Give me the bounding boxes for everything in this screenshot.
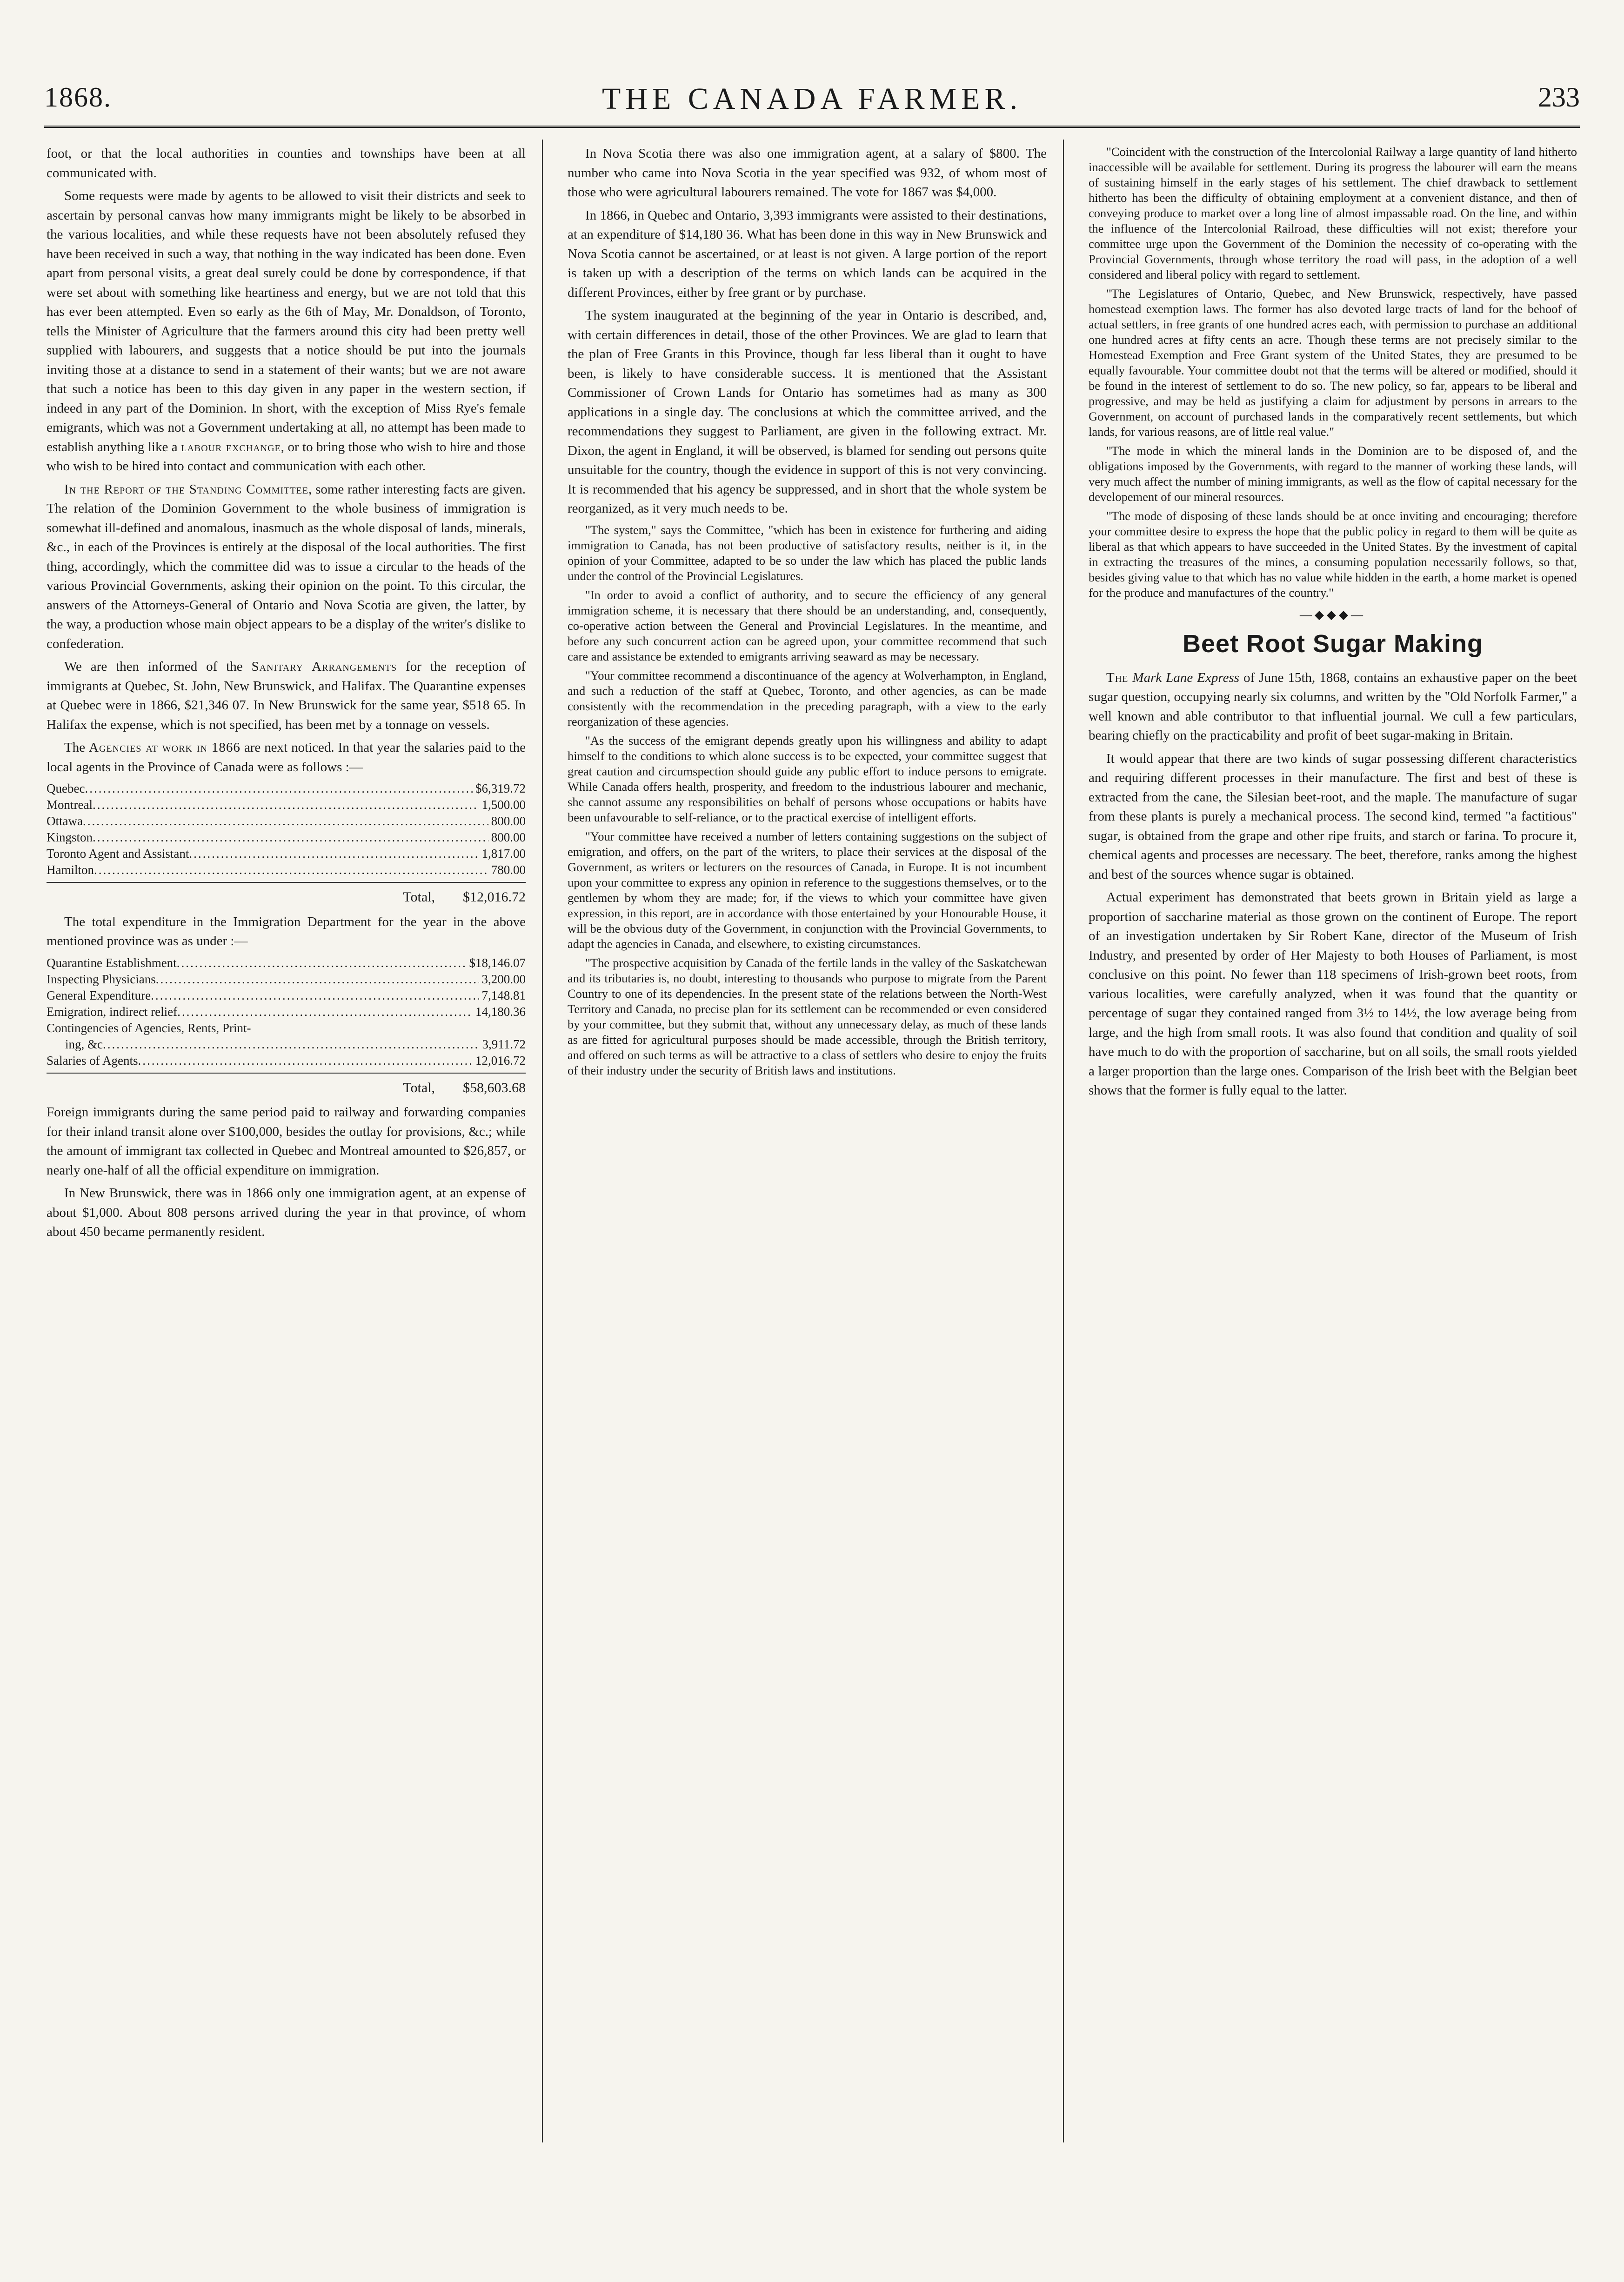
quote-paragraph: "Your committee recommend a discontinuance of the agency at Wolverhampton, in England, and such a reduction of the staff at Quebec, Toronto, and other agencies, as can be made consistently with the recommendation in the preceding paragraph, with a view to the early reorganization of these agencies.	[568, 668, 1047, 728]
quote-paragraph: "The mode of disposing of these lands should be at once inviting and encouraging; therefore your committee desire to express the hope that the public policy in regard to them will be quite as liberal as that which appears to have succeeded in the United States. By the investment of capital in extracting the treasures of the mines, a consuming population necessarily follows, so that, besides giving value to that which has no value while hidden in the earth, a home market is opened for the produce and manufactures of the country."	[1089, 509, 1577, 600]
quote-paragraph: "The mode in which the mineral lands in the Dominion are to be disposed of, and the obligations imposed by the Governments, with regard to the manner of working these lands, will very much affect the number of mining immigrants, as well as the flow of capital necessary for the developement of our mineral resources.	[1089, 444, 1577, 504]
table-row: Kingston ..... 800.00	[47, 829, 526, 846]
paragraph: Foreign immigrants during the same period paid to railway and forwarding companies for their inland transit alone over $100,000, besides the outlay for provisions, &c.; while the amount of immigrant tax collected in Quebec and Montreal amounted to $26,857, or nearly one-half of all the official expenditure on immigration.	[47, 1105, 526, 1178]
paragraph: The system inaugurated at the beginning of the year in Ontario is described, and, with certain differences in detail, those of the other Provinces. We are glad to learn that the plan of Free Grants in this Province, though far less liberal than it ought to have been, is likely to have considerable success. It is mentioned that the Assistant Commissioner of Crown Lands for Ontario has sometimes had as many as 300 applications in a single day. The conclusions at which the committee arrived, and the recommendations they suggest to Parliament, are given in the following extract. Mr. Dixon, the agent in England, it will be observed, is blamed for sending out persons quite unsuitable for the country, though the evidence in support of this is not very convincing. It is recommended that his agency be suppressed, and in short that the whole system be reorganized, as it very much needs to be.	[568, 308, 1047, 516]
paragraph: In New Brunswick, there was in 1866 only one immigration agent, at an expense of about $1,000. About 808 persons arrived during the year in that province, of whom about 450 became permanently resident.	[47, 1186, 526, 1239]
quote-paragraph: "In order to avoid a conflict of authority, and to secure the efficiency of any general immigration scheme, it is necessary that there should be an understanding, and, consequently, co-operative action between the General and Provincial Legislatures. In the meantime, and before any such concurrent action can be agreed upon, your committee recommend that such care and assistance be extended to emigrants arriving seaward as may be necessary.	[568, 587, 1047, 663]
salaries-table	[47, 781, 526, 878]
paragraph: In Nova Scotia there was also one immigration agent, at a salary of $800. The number who came into Nova Scotia in the year specified was 932, of whom most of those who were agricultural labourers remained. The vote for 1867 was $4,000.	[568, 146, 1047, 200]
column-divider	[542, 140, 543, 2142]
column-divider	[1063, 140, 1064, 2142]
table-row: Toronto Agent and Assistant ..... 1,817.00	[47, 846, 526, 862]
quote-paragraph: "The Legislatures of Ontario, Quebec, and New Brunswick, respectively, have passed homestead exemption laws. The former has also devoted large tracts of land for the behoof of actual settlers, in free grants of one hundred acres each, with permission to purchase an additional one hundred acres at fifty cents an acre. Though these terms are not precisely similar to the Homestead Exemption and Free Grant system of the United States, they are presumed to be equally favourable. Your committee doubt not that the terms will be altered or modified, should it be found in the interest of settlement to do so. The new policy, so far, appears to be liberal and progressive, and may be held as justifying a claim for adjustment by persons in arrears to the Government, on account of purchased lands in the comparatively recent settlements, but which lands, for various reasons, are of little real value."	[1089, 287, 1577, 439]
expenditure-total: Total, $58,603.68	[47, 1073, 526, 1098]
paragraph: We are then informed of the Sanitary Arrangements for the reception of immigrants at Quebec, St. John, New Brunswick, and Halifax. The Quarantine expenses at Quebec were in 1866, $21,346 07. In New Brunswick for the same year, $518 65. In Halifax the expense, which is not specified, has been met by a tonnage on vessels.	[47, 659, 526, 732]
quote-paragraph: "The prospective acquisition by Canada of the fertile lands in the valley of the Saskatchewan and its tributaries is, no doubt, interesting to thousands who purpose to migrate from the Parent Country to one of its dependencies. In the present state of the relations between the North-West Territory and Canada, no precise plan for its settlement can be recommended or even considered by your committee, but they submit that, without any unnecessary delay, as much of these lands as are fitted for agricultural purposes should be made accessible, through the British territory, and offered on such terms as will be attractive to a class of settlers who desire to enjoy the fruits of their industry under the security of British laws and institutions.	[568, 955, 1047, 1077]
paragraph: The total expenditure in the Immigration Department for the year in the above mentioned province was as under :—	[47, 914, 526, 948]
newspaper-title: THE CANADA FARMER.	[601, 82, 1022, 116]
masthead	[44, 81, 1580, 123]
column-2	[568, 144, 1047, 1082]
table-row: Inspecting Physicians ..... 3,200.00	[47, 971, 526, 988]
quote-paragraph: "The system," says the Committee, "which has been in existence for furthering and aiding immigration to Canada, has not been productive of satisfactory results, neither is it, in the opinion of your Committee, adapted to be so under the law which has placed the public lands under the control of the Provincial Legislatures.	[568, 522, 1047, 583]
paragraph: It would appear that there are two kinds of sugar possessing different characteristics and requiring different processes in their manufacture. The first and best of these is extracted from the cane, the Silesian beet-root, and the maple. The manufacture of sugar from these plants is purely a mechanical process. The second kind, termed "a factitious" sugar, is obtained from the grape and other ripe fruits, and starch or farina. To procure it, chemical agents and processes are necessary. The beet, therefore, ranks among the highest and best of the sources whence sugar is obtained.	[1089, 751, 1577, 882]
table-row: Hamilton ..... 780.00	[47, 862, 526, 878]
paragraph: In 1866, in Quebec and Ontario, 3,393 immigrants were assisted to their destinations, at an expenditure of $14,180 36. What has been done in this way in New Brunswick and Nova Scotia cannot be ascertained, or at least is not given. A large portion of the report is taken up with a description of the terms on which lands can be acquired in the different Provinces, either by free grant or by purchase.	[568, 207, 1047, 300]
paragraph: Actual experiment has demonstrated that beets grown in Britain yield as large a proportion of saccharine material as those grown on the continent of Europe. The report of an investigation undertaken by Sir Robert Kane, director of the Museum of Irish Industry, and presented by order of Her Majesty to both Houses of Parliament, is most conclusive on this point. No fewer than 118 specimens of Irish-grown beet roots, from various localities, were carefully analyzed, when it was found that the quantity or percentage of sugar they contained ranged from 3½ to 14½, the low average being from large, and the high from small roots. It was also found that condition and quality of soil have much to do with the proportion of saccharine, but on all soils, the small roots yielded a larger proportion than the large ones. Comparison of the Irish beet with the Belgian beet shows that the former is fully equal to the latter.	[1089, 890, 1577, 1098]
section-ornament: —◆◆◆—	[1300, 608, 1366, 621]
quote-paragraph: "As the success of the emigrant depends greatly upon his willingness and ability to adapt himself to the conditions to which alone success is to be expected, your committee suggest that great caution and circumspection should guide any public effort to induce persons to emigrate. While Canada offers health, prosperity, and freedom to the industrious labourer and mechanic, she cannot assume any responsibilities on behalf of persons whose occupations or habits have been unfavourable to self-reliance, or to the practical exercise of intelligent efforts.	[568, 733, 1047, 824]
table-row: Montreal ..... 1,500.00	[47, 797, 526, 813]
article-heading: Beet Root Sugar Making	[1182, 629, 1484, 658]
column-1	[47, 144, 526, 1246]
issue-year: 1868.	[44, 82, 112, 113]
paragraph: In the Report of the Standing Committee, some rather interesting facts are given. The relation of the Dominion Government to the whole business of immigration is somewhat ill-defined and anomalous, inasmuch as the whole disposal of lands, minerals, &c., in each of the Provinces is entirely at the disposal of the local authorities. The first thing, accordingly, which the committee did was to issue a circular to the heads of the various Provincial Governments, asking their opinion on the point. To this circular, the answers of the Attorneys-General of Ontario and Nova Scotia are given, the latter, by the way, a production whose main object appears to be a display of the writer's dislike to confederation.	[47, 481, 526, 651]
committee-extract	[568, 522, 1047, 1078]
table-row: ing, &c ..... 3,911.72	[47, 1036, 526, 1053]
paragraph: The Agencies at work in 1866 are next noticed. In that year the salaries paid to the local agents in the Province of Canada were as follows :—	[47, 740, 526, 774]
quote-paragraph: "Coincident with the construction of the Intercolonial Railway a large quantity of land hitherto inaccessible will be available for settlement. During its progress the labourer will earn the means of sustaining himself in the early stages of his settlement. The chief drawback to settlement hitherto has been the difficulty of obtaining employment at a convenient distance, and then of conveying produce to market over a long line of almost impassable road. On the line, and within the influence of the Intercolonial Railroad, these difficulties will not exist; therefore your committee urge upon the Government of the Dominion the necessity of co-operating with the Provincial Governments, through whose territory the road will pass, in the adoption of a well considered and liberal policy with regard to settlement.	[1089, 145, 1577, 281]
table-row: Quarantine Establishment ..... $18,146.07	[47, 955, 526, 971]
masthead-rule	[44, 126, 1580, 128]
expenditure-table	[47, 955, 526, 1069]
table-row: Contingencies of Agencies, Rents, Print-	[47, 1021, 251, 1035]
table-row: Emigration, indirect relief ..... 14,180.36	[47, 1004, 526, 1020]
paragraph: Some requests were made by agents to be allowed to visit their districts and seek to ascertain by personal canvas how many immigrants might be likely to be absorbed in the various localities, and while these requests have not been absolutely refused they have been received in such a way, that nothing in the way indicated has been done. Even apart from personal visits, a great deal surely could be done by correspondence, if that were set about with something like heartiness and energy, but we are not told that this has ever been attempted. Even so early as the 6th of May, Mr. Donaldson, of Toronto, tells the Minister of Agriculture that the farmers around this city had been pretty well supplied with labourers, and suggests that a notice should be put into the journals inviting those at a distance to send in a statement of their wants; but we are not aware that such a notice has been to this day given in any paper in the western section, if indeed in any part of the Dominion. In short, with the exception of Miss Rye's female emigrants, which was not a Government undertaking at all, no attempt has been made to establish anything like a labour exchange, or to bring those who wish to hire and those who wish to be hired into contact and communication with each other.	[47, 188, 526, 474]
paragraph: The Mark Lane Express of June 15th, 1868, contains an exhaustive paper on the beet sugar question, occupying nearly six columns, and written by the "Old Norfolk Farmer," a well known and able contributor to that influential journal. We cull a few particulars, bearing chiefly on the practicability and profit of beet sugar-making in Britain.	[1089, 670, 1577, 743]
column-3	[1089, 144, 1577, 1104]
table-row: Salaries of Agents ..... 12,016.72	[47, 1053, 526, 1069]
salaries-total: Total, $12,016.72	[47, 882, 526, 907]
table-row: General Expenditure ..... 7,148.81	[47, 988, 526, 1004]
table-row: Ottawa ..... 800.00	[47, 813, 526, 829]
paragraph: foot, or that the local authorities in counties and townships have been at all communicated with.	[47, 146, 526, 180]
table-row: Quebec ..... $6,319.72	[47, 781, 526, 797]
committee-extract-continued	[1089, 144, 1577, 601]
quote-paragraph: "Your committee have received a number of letters containing suggestions on the subject of emigration, and offers, on the part of the writers, to place their services at the disposal of the Government, as writers or lecturers on the resources of Canada, in Europe. It is not incumbent upon your committee to express any opinion in reference to the suggestions themselves, or to the gentlemen by whom they are made; for, if the views to which your committee have given expression, in this report, are in accordance with those entertained by your Honourable House, it will be the obvious duty of the Government, in conjunction with the Provincial Governments, to adapt the agencies in Canada, and elsewhere, to existing circumstances.	[568, 829, 1047, 951]
page-number: 233	[1538, 82, 1580, 113]
